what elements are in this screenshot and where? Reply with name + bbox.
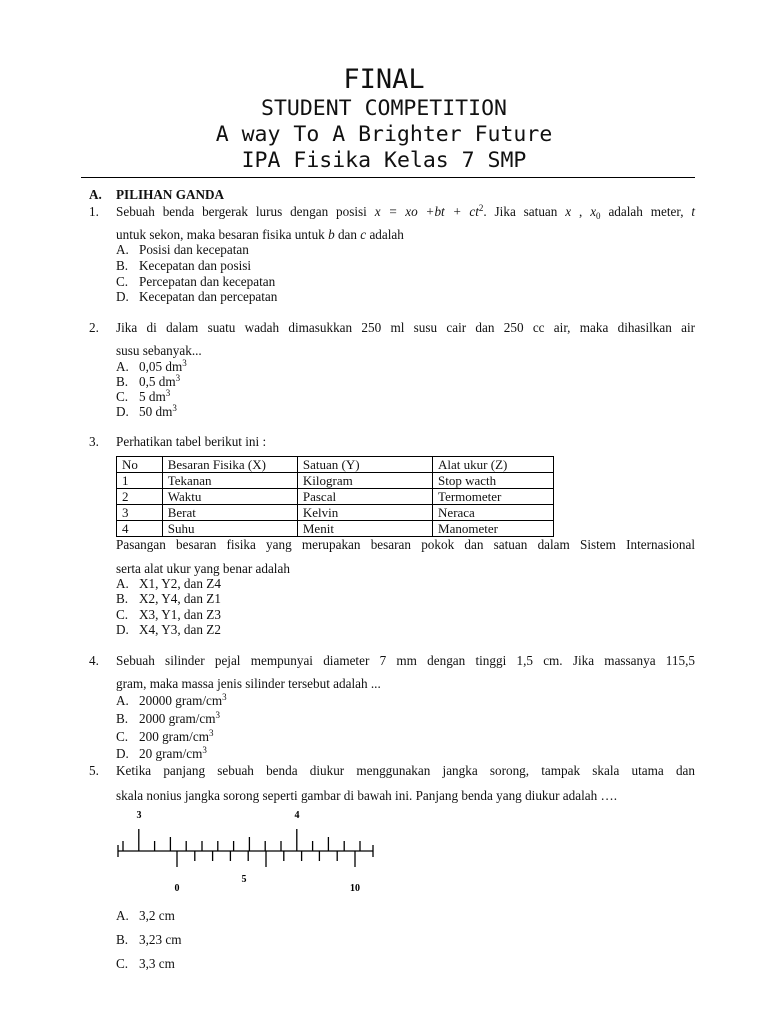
option-text: 20 gram/$cm^3$ xyxy=(139,745,207,761)
option-label: C. xyxy=(116,956,129,971)
question-1-line-1: Sebuah benda bergerak lurus dengan posisi x = xo $+bt + ct^2$. Jika satuan x , $x_0$ adalah meter, t xyxy=(116,203,696,221)
section-title: PILIHAN GANDA xyxy=(116,187,225,202)
document-header xyxy=(0,64,768,174)
table-cell: Pascal xyxy=(297,489,432,505)
table-cell: 3 xyxy=(117,505,163,521)
document-title: FINAL xyxy=(343,64,425,95)
option-text: X2, Y4, dan Z1 xyxy=(139,591,221,606)
question-5-line-1: Ketika panjang sebuah benda diukur menggunakan jangka sorong, tampak skala utama dan xyxy=(116,763,695,778)
option-text: 50 $dm^3$ xyxy=(139,403,177,419)
section-letter: A. xyxy=(89,187,102,202)
subject-line: IPA Fisika Kelas 7 SMP xyxy=(241,148,527,173)
table-row xyxy=(117,473,554,489)
question-3-number: 3. xyxy=(89,434,99,449)
table-cell: Neraca xyxy=(433,505,554,521)
table-cell: Manometer xyxy=(433,521,554,537)
table-cell: 2 xyxy=(117,489,163,505)
option-label: D. xyxy=(116,746,129,761)
table-cell: Termometer xyxy=(433,489,554,505)
option-label: C. xyxy=(116,389,129,404)
competition-tagline: A way To A Brighter Future xyxy=(215,122,553,147)
option-text: Kecepatan dan posisi xyxy=(139,258,252,273)
option-text: X3, Y1, dan Z3 xyxy=(139,607,221,622)
table-row xyxy=(117,521,554,537)
option-text: 3,2 cm xyxy=(139,908,175,923)
option-label: C. xyxy=(116,607,129,622)
option-text: 0,05 $dm^3$ xyxy=(139,358,187,374)
option-label: A. xyxy=(116,693,129,708)
question-1-number: 1. xyxy=(89,204,99,219)
table-cell: Menit xyxy=(297,521,432,537)
table-cell: Stop wacth xyxy=(433,473,554,489)
table-header-row xyxy=(117,457,554,473)
table-row xyxy=(117,505,554,521)
question-5-number: 5. xyxy=(89,763,99,778)
table-cell: Tekanan xyxy=(162,473,297,489)
question-2-line-2: susu sebanyak... xyxy=(116,343,202,358)
table-cell: Waktu xyxy=(162,489,297,505)
option-label: D. xyxy=(116,289,129,304)
option-label: A. xyxy=(116,908,129,923)
option-text: 3,3 cm xyxy=(139,956,175,971)
option-text: 0,5 $dm^3$ xyxy=(139,373,181,389)
table-row xyxy=(117,489,554,505)
option-text: 20000 gram/$cm^3$ xyxy=(139,692,227,708)
option-label: A. xyxy=(116,242,129,257)
table-cell: Kilogram xyxy=(297,473,432,489)
option-label: B. xyxy=(116,932,129,947)
vernier-caliper-diagram xyxy=(110,806,380,896)
table-cell: 1 xyxy=(117,473,163,489)
table-cell: Berat xyxy=(162,505,297,521)
question-2-line-1: Jika di dalam suatu wadah dimasukkan 250 ml susu cair dan 250 cc air, maka dihasilkan air xyxy=(116,320,695,335)
table-cell: Kelvin xyxy=(297,505,432,521)
header-divider xyxy=(81,177,695,178)
table-cell: Suhu xyxy=(162,521,297,537)
option-label: D. xyxy=(116,622,129,637)
option-text: 3,23 cm xyxy=(139,932,182,947)
option-text: Posisi dan kecepatan xyxy=(139,242,249,257)
question-4-number: 4. xyxy=(89,653,99,668)
option-label: A. xyxy=(116,576,129,591)
option-label: B. xyxy=(116,711,129,726)
option-label: A. xyxy=(116,359,129,374)
option-text: X1, Y2, dan Z4 xyxy=(139,576,221,591)
question-3-line-1: Pasangan besaran fisika yang merupakan besaran pokok dan satuan dalam Sistem Internasional xyxy=(116,537,695,552)
option-text: X4, Y3, dan Z2 xyxy=(139,622,221,637)
vernier-scale-label: 10 xyxy=(350,883,360,894)
main-scale-label: 3 xyxy=(136,810,142,821)
question-1-line-2: untuk sekon, maka besaran fisika untuk b dan c adalah xyxy=(116,227,404,242)
question-2-number: 2. xyxy=(89,320,99,335)
option-label: C. xyxy=(116,729,129,744)
formula: x = xo +bt + ct xyxy=(374,204,479,219)
table-cell: 4 xyxy=(117,521,163,537)
option-label: B. xyxy=(116,258,129,273)
question-3-intro: Perhatikan tabel berikut ini : xyxy=(116,434,267,449)
quantity-table xyxy=(116,456,554,537)
vernier-scale-label: 5 xyxy=(241,874,247,885)
question-5-line-2: skala nonius jangka sorong seperti gambar di bawah ini. Panjang benda yang diukur adalah …. xyxy=(116,788,617,803)
table-header-cell: Besaran Fisika (X) xyxy=(162,457,297,473)
competition-name: STUDENT COMPETITION xyxy=(261,96,507,121)
table-header-cell: Alat ukur (Z) xyxy=(433,457,554,473)
table-header-cell: Satuan (Y) xyxy=(297,457,432,473)
question-4-line-1: Sebuah silinder pejal mempunyai diameter 7 mm dengan tinggi 1,5 cm. Jika massanya 115,5 xyxy=(116,653,695,668)
option-text: Percepatan dan kecepatan xyxy=(139,274,276,289)
option-label: C. xyxy=(116,274,129,289)
option-label: B. xyxy=(116,591,129,606)
question-3-line-2: serta alat ukur yang benar adalah xyxy=(116,561,290,576)
vernier-scale-label: 0 xyxy=(174,883,180,894)
table-header-cell: No xyxy=(117,457,163,473)
option-text: 2000 gram/$cm^3$ xyxy=(139,710,221,726)
option-text: 5 $dm^3$ xyxy=(139,388,171,404)
option-label: B. xyxy=(116,374,129,389)
option-label: D. xyxy=(116,404,129,419)
option-text: 200 gram/$cm^3$ xyxy=(139,728,214,744)
option-text: Kecepatan dan percepatan xyxy=(139,289,278,304)
question-4-line-2: gram, maka massa jenis silinder tersebut adalah ... xyxy=(116,676,381,691)
main-scale-label: 4 xyxy=(294,810,300,821)
